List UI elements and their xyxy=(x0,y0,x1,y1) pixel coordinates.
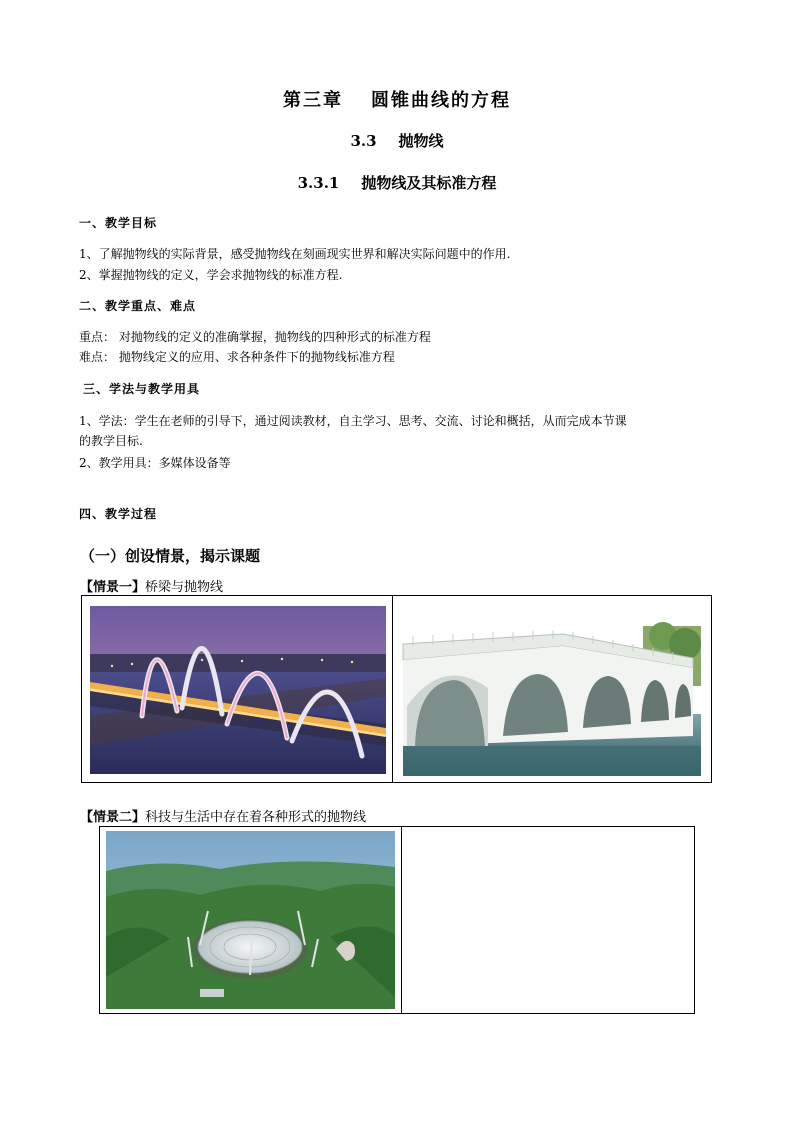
scenario2-caption xyxy=(80,806,366,825)
empty-cell xyxy=(402,827,695,1014)
methods-heading: 三、学法与教学用具 xyxy=(83,382,201,396)
method-line-1: 1、学法：学生在老师的引导下，通过阅读教材，自主学习、思考、交流、讨论和概括，从而完成本节课 xyxy=(79,414,627,428)
telescope-image xyxy=(100,827,401,1013)
telescope-cell xyxy=(100,827,402,1014)
tools-line: 2、教学用具：多媒体设备等 xyxy=(79,456,231,470)
chapter-title-text: 圆锥曲线的方程 xyxy=(371,90,511,111)
key-points-heading: 二、教学重点、难点 xyxy=(79,299,197,313)
scenario2-image-table xyxy=(99,826,695,1014)
scenario1-caption xyxy=(80,576,223,595)
section-title-text: 抛物线 xyxy=(398,132,444,150)
goal-item-2: 2、掌握抛物线的定义，学会求抛物线的标准方程. xyxy=(79,268,343,282)
key-difficulty: 难点： 抛物线定义的应用、求各种条件下的抛物线标准方程 xyxy=(79,350,395,364)
scenario2-tag: 【情景二】 xyxy=(80,810,146,825)
arch-bridge-image xyxy=(393,596,711,782)
section-title xyxy=(0,130,794,151)
subsection-number: 3.3.1 xyxy=(297,174,340,192)
process-heading: 四、教学过程 xyxy=(79,507,158,521)
scenario1-tag: 【情景一】 xyxy=(80,580,146,595)
method-line-2: 的教学目标. xyxy=(79,434,143,448)
chapter-title-number: 第三章 xyxy=(283,90,343,111)
chapter-title xyxy=(0,86,794,112)
arch-bridge-cell xyxy=(393,596,712,783)
scenario1-image-table xyxy=(81,595,712,783)
key-focus: 重点： 对抛物线的定义的准确掌握，抛物线的四种形式的标准方程 xyxy=(79,330,431,344)
section-number: 3.3 xyxy=(350,132,377,150)
subsection-title-text: 抛物线及其标准方程 xyxy=(361,174,497,192)
night-bridge-cell xyxy=(82,596,393,783)
scenario1-text: 桥梁与抛物线 xyxy=(145,580,224,595)
step1-heading: （一）创设情景，揭示课题 xyxy=(80,547,261,565)
subsection-title xyxy=(0,172,794,193)
night-bridge-image xyxy=(82,596,392,782)
goals-heading: 一、教学目标 xyxy=(79,216,158,230)
goal-item-1: 1、了解抛物线的实际背景，感受抛物线在刻画现实世界和解决实际问题中的作用. xyxy=(79,247,511,261)
scenario2-text: 科技与生活中存在着各种形式的抛物线 xyxy=(145,810,367,825)
